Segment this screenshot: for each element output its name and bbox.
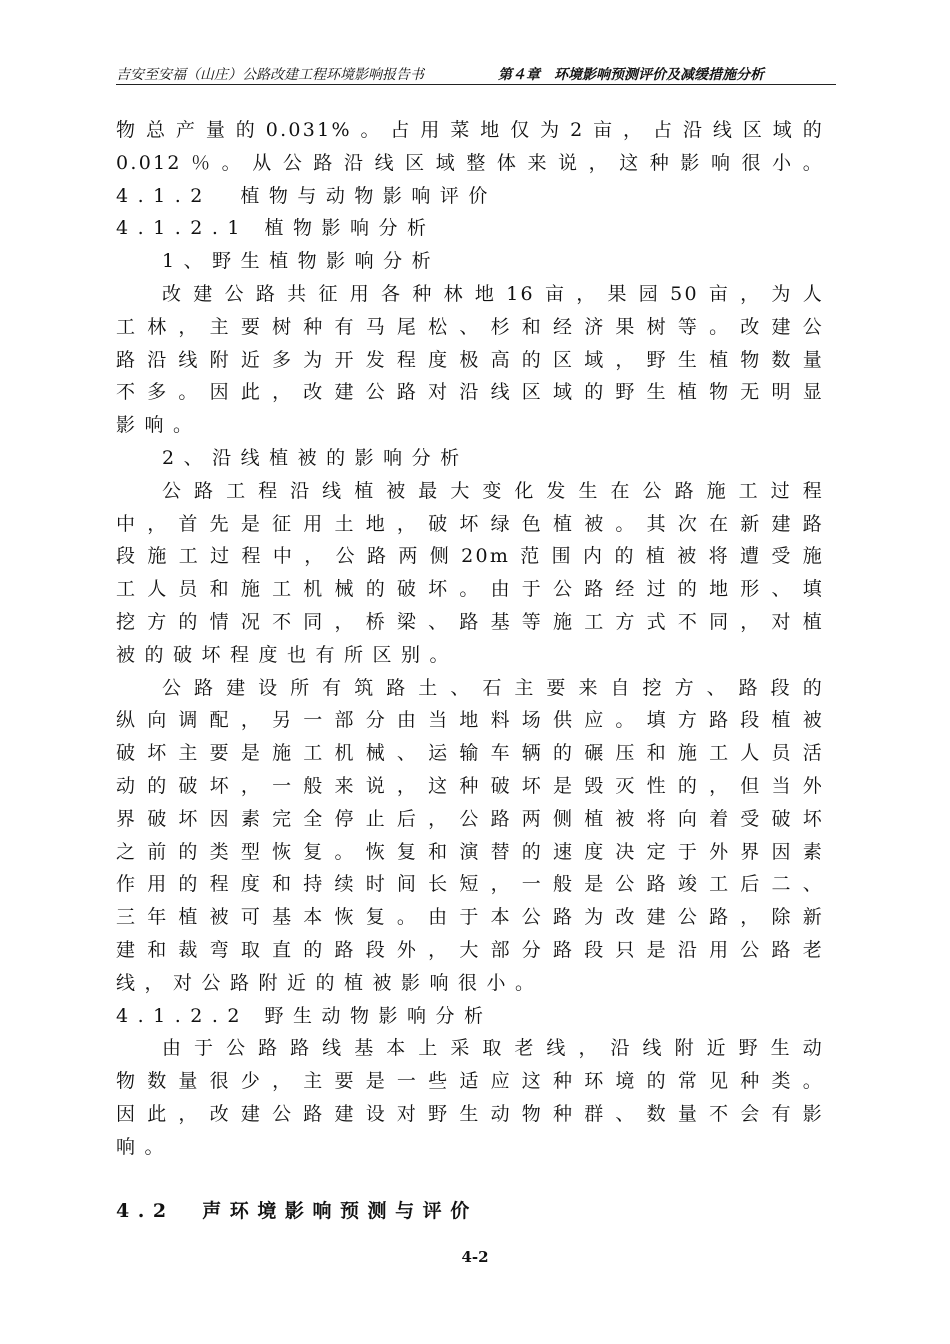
text-line: 被的破坏程度也有所区别。 xyxy=(116,643,459,666)
text-line: 公路工程沿线植被最大变化发生在公路施工过程 xyxy=(162,479,824,502)
text-line: 三年植被可基本恢复。由于本公路为改建公路，除新 xyxy=(116,906,824,929)
text-line: 物总产量的0.031%。占用菜地仅为2亩，占沿线区域的 xyxy=(116,119,824,141)
text-line: 之前的类型恢复。恢复和演替的速度决定于外界因素 xyxy=(116,840,824,863)
section-heading: 4.2 声环境影响预测与评价 xyxy=(116,1200,478,1222)
body-text xyxy=(116,114,824,1164)
text-line: 物数量很少，主要是一些适应这种环境的常见种类。 xyxy=(116,1070,824,1093)
subsection-heading: 4.1.2 植物与动物影响评价 xyxy=(116,184,497,207)
text-line: 线，对公路附近的植被影响很小。 xyxy=(116,971,544,994)
text-line: 公路建设所有筑路土、石主要来自挖方、路段的 xyxy=(162,676,824,699)
subsubsection-heading: 4.1.2.2 野生动物影响分析 xyxy=(116,1004,493,1027)
text-line: 作用的程度和持续时间长短，一般是公路竣工后二、 xyxy=(116,873,824,896)
text-line: 动的破坏，一般来说，这种破坏是毁灭性的，但当外 xyxy=(116,774,824,797)
text-line: 段施工过程中，公路两侧20m范围内的植被将遭受施 xyxy=(116,545,824,568)
text-line: 0.012％。从公路沿线区域整体来说，这种影响很小。 xyxy=(116,151,824,174)
text-line: 影响。 xyxy=(116,414,202,437)
text-line: 工林，主要树种有马尾松、杉和经济果树等。改建公 xyxy=(116,315,824,338)
text-line: 由于公路路线基本上采取老线，沿线附近野生动 xyxy=(162,1037,824,1060)
text-line: 中，首先是征用土地，破坏绿色植被。其次在新建路 xyxy=(116,512,824,535)
text-line: 响。 xyxy=(116,1135,174,1158)
subsubsection-heading: 4.1.2.1 植物影响分析 xyxy=(116,217,436,240)
text-line: 因此，改建公路建设对野生动物种群、数量不会有影 xyxy=(116,1102,824,1125)
item-heading: 2、沿线植被的影响分析 xyxy=(162,446,469,469)
text-line: 挖方的情况不同，桥梁、路基等施工方式不同，对植 xyxy=(116,610,824,633)
header-report-title: 吉安至安福（山庄）公路改建工程环境影响报告书 xyxy=(116,67,424,83)
page-header xyxy=(116,62,836,85)
text-line: 破坏主要是施工机械、运输车辆的碾压和施工人员活 xyxy=(116,742,824,765)
text-line: 路沿线附近多为开发程度极高的区域，野生植物数量 xyxy=(116,348,824,371)
text-line: 建和裁弯取直的路段外，大部分路段只是沿用公路老 xyxy=(116,938,824,961)
text-line: 纵向调配，另一部分由当地料场供应。填方路段植被 xyxy=(116,709,824,732)
item-heading: 1、野生植物影响分析 xyxy=(162,250,441,273)
text-line: 工人员和施工机械的破坏。由于公路经过的地形、填 xyxy=(116,578,824,601)
header-chapter-title: 第４章 环境影响预测评价及减缓措施分析 xyxy=(498,67,764,83)
text-line: 改建公路共征用各种林地16亩，果园50亩，为人 xyxy=(162,282,824,305)
text-line: 界破坏因素完全停止后，公路两侧植被将向着受破坏 xyxy=(116,807,824,830)
text-line: 不多。因此，改建公路对沿线区域的野生植物无明显 xyxy=(116,381,824,404)
page-number: 4-2 xyxy=(461,1248,489,1266)
